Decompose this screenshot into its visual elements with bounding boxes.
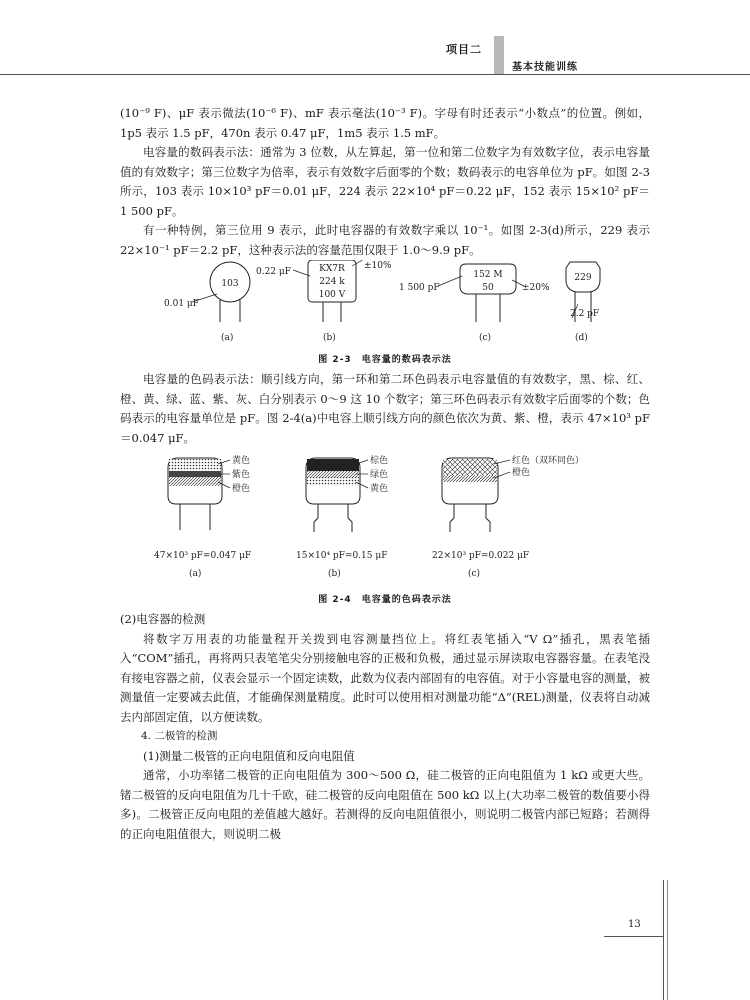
section-capacitor-detection: (2)电容器的检测 <box>120 612 206 626</box>
fig23-b-capacitor <box>256 260 392 343</box>
paragraph-multimeter: 将数字万用表的功能量程开关拨到电容测量挡位上。将红表笔插入“V Ω”插孔，黑表笔插入“COM”插孔，再将两只表笔笔尖分别接触电容的正极和负极，通过显示屏读取电容器容量。在表笔没有接电容器之前，仪表会显示一个固定读数，此数为仪表内部固有的电容值。对于小容量电容的测量，被测量值一定要减去此值，才能确保测量精度。此时可以使用相对测量功能“Δ”(REL)测量，仪表将自动减去内部固定值，以方便读数。 <box>120 631 650 724</box>
paragraph-units: (10⁻⁹ F)、μF 表示微法(10⁻⁶ F)、mF 表示毫法(10⁻³ F)。字母有时还表示“小数点”的位置。例如，1p5 表示 1.5 pF，470n 表示 0.47 μF，1m5 表示 1.5 mF。 <box>120 106 650 140</box>
fig23-d-label: (d) <box>575 333 588 343</box>
fig24-c-band2: 橙色 <box>512 468 531 478</box>
fig23-d-value: 2.2 pF <box>570 309 600 319</box>
fig23-b-line2: 224 k <box>319 277 345 287</box>
paragraph-digit-code: 电容量的数码表示法：通常为 3 位数，从左算起，第一位和第二位数字为有效数字位，表示电容量值的有效数字；第三位数字为倍率，表示有效数字后面零的个数；数码表示的电容单位为 pF。如图 2-3 所示，103 表示 10×10³ pF＝0.01 μF，224 表示 22×10⁴ pF＝0.22 μF，152 表示 15×10² pF＝1 500 pF。 <box>120 145 650 218</box>
fig24-c-value: 22×10³ pF=0.022 μF <box>432 551 530 561</box>
fig23-b-value: 0.22 μF <box>256 267 291 277</box>
fig23-c-label: (c) <box>479 333 492 343</box>
fig23-a-label: (a) <box>221 333 234 343</box>
fig24-c-label: (c) <box>468 569 481 579</box>
fig24-b-capacitor <box>296 454 388 579</box>
fig23-b-line1: KX7R <box>319 264 345 274</box>
fig24-a-band2: 紫色 <box>232 470 251 480</box>
header-rule <box>0 74 750 75</box>
figure-2-3 <box>120 260 650 350</box>
fig23-c-line2: 50 <box>482 283 494 293</box>
section-diode-resistance: (1)测量二极管的正向电阻值和反向电阻值 <box>143 748 355 763</box>
section-diode-detection: 4. 二极管的检测 <box>141 730 218 742</box>
page-number: 13 <box>628 919 641 930</box>
fig23-c-tolerance: ±20% <box>522 283 550 293</box>
fig24-c-band1: 红色（双环同色） <box>512 456 585 466</box>
fig24-a-band1: 黄色 <box>232 456 251 466</box>
header-bar <box>494 36 504 74</box>
fig24-b-band3: 黄色 <box>370 484 389 494</box>
fig23-d-capacitor <box>566 262 600 343</box>
fig24-b-label: (b) <box>328 569 341 579</box>
fig23-d-code: 229 <box>574 273 592 283</box>
fig23-b-tolerance: ±10% <box>364 261 392 271</box>
fig24-a-value: 47×10³ pF=0.047 μF <box>154 551 252 561</box>
fig24-b-band2: 绿色 <box>370 470 389 480</box>
fig24-c-capacitor <box>432 454 584 579</box>
figure-2-3-caption: 图 2-3 电容量的数码表示法 <box>318 355 452 365</box>
fig23-a-value: 0.01 μF <box>164 299 199 309</box>
paragraph-special-case: 有一种特例，第三位用 9 表示，此时电容器的有效数字乘以 10⁻¹。如图 2-3(d)所示，229 表示 22×10⁻¹ pF＝2.2 pF，这种表示法的容量范围仅限于 1.0～9.9 pF。 <box>120 223 650 257</box>
page-content <box>120 104 650 844</box>
fig24-b-value: 15×10⁴ pF=0.15 μF <box>296 551 388 561</box>
header-subtitle: 基本技能训练 <box>512 62 578 73</box>
figure-2-4 <box>120 452 650 590</box>
fig23-a-code: 103 <box>221 279 239 289</box>
margin-rule-1 <box>663 880 664 1000</box>
fig23-c-capacitor <box>399 264 550 343</box>
fig24-a-capacitor <box>154 454 251 579</box>
paragraph-diode-resistance: 通常，小功率锗二极管的正向电阻值为 300～500 Ω，硅二极管的正向电阻值为 1 kΩ 或更大些。锗二极管的反向电阻值为几十千欧，硅二极管的反向电阻值在 500 kΩ 以上(大功率二极管的数值要小得多)。二极管正反向电阻的差值越大越好。若测得的反向电阻值很小，则说明二极管内部已短路；若测得的正向电阻值很大，则说明二极 <box>120 768 650 841</box>
fig23-c-line1: 152 M <box>473 270 503 280</box>
fig24-a-label: (a) <box>189 569 202 579</box>
margin-rule-2 <box>667 880 668 1000</box>
fig24-b-band1: 棕色 <box>370 456 389 466</box>
page-number-rule <box>604 936 664 937</box>
fig24-a-band3: 橙色 <box>232 484 251 494</box>
fig23-b-line3: 100 V <box>318 290 346 300</box>
fig23-c-value: 1 500 pF <box>399 283 440 293</box>
fig23-b-label: (b) <box>323 333 336 343</box>
figure-2-4-caption: 图 2-4 电容量的色码表示法 <box>318 595 452 605</box>
header-project: 项目二 <box>446 43 482 56</box>
paragraph-color-code: 电容量的色码表示法：顺引线方向，第一环和第二环色码表示电容量值的有效数字，黑、棕、红、橙、黄、绿、蓝、紫、灰、白分别表示 0～9 这 10 个数字；第三环色码表示有效数字后面零的个数；色码表示的电容量单位是 pF。图 2-4(a)中电容上顺引线方向的颜色依次为黄、紫、橙，表示 47×10³ pF＝0.047 μF。 <box>120 372 650 445</box>
fig23-a-capacitor <box>164 262 250 343</box>
